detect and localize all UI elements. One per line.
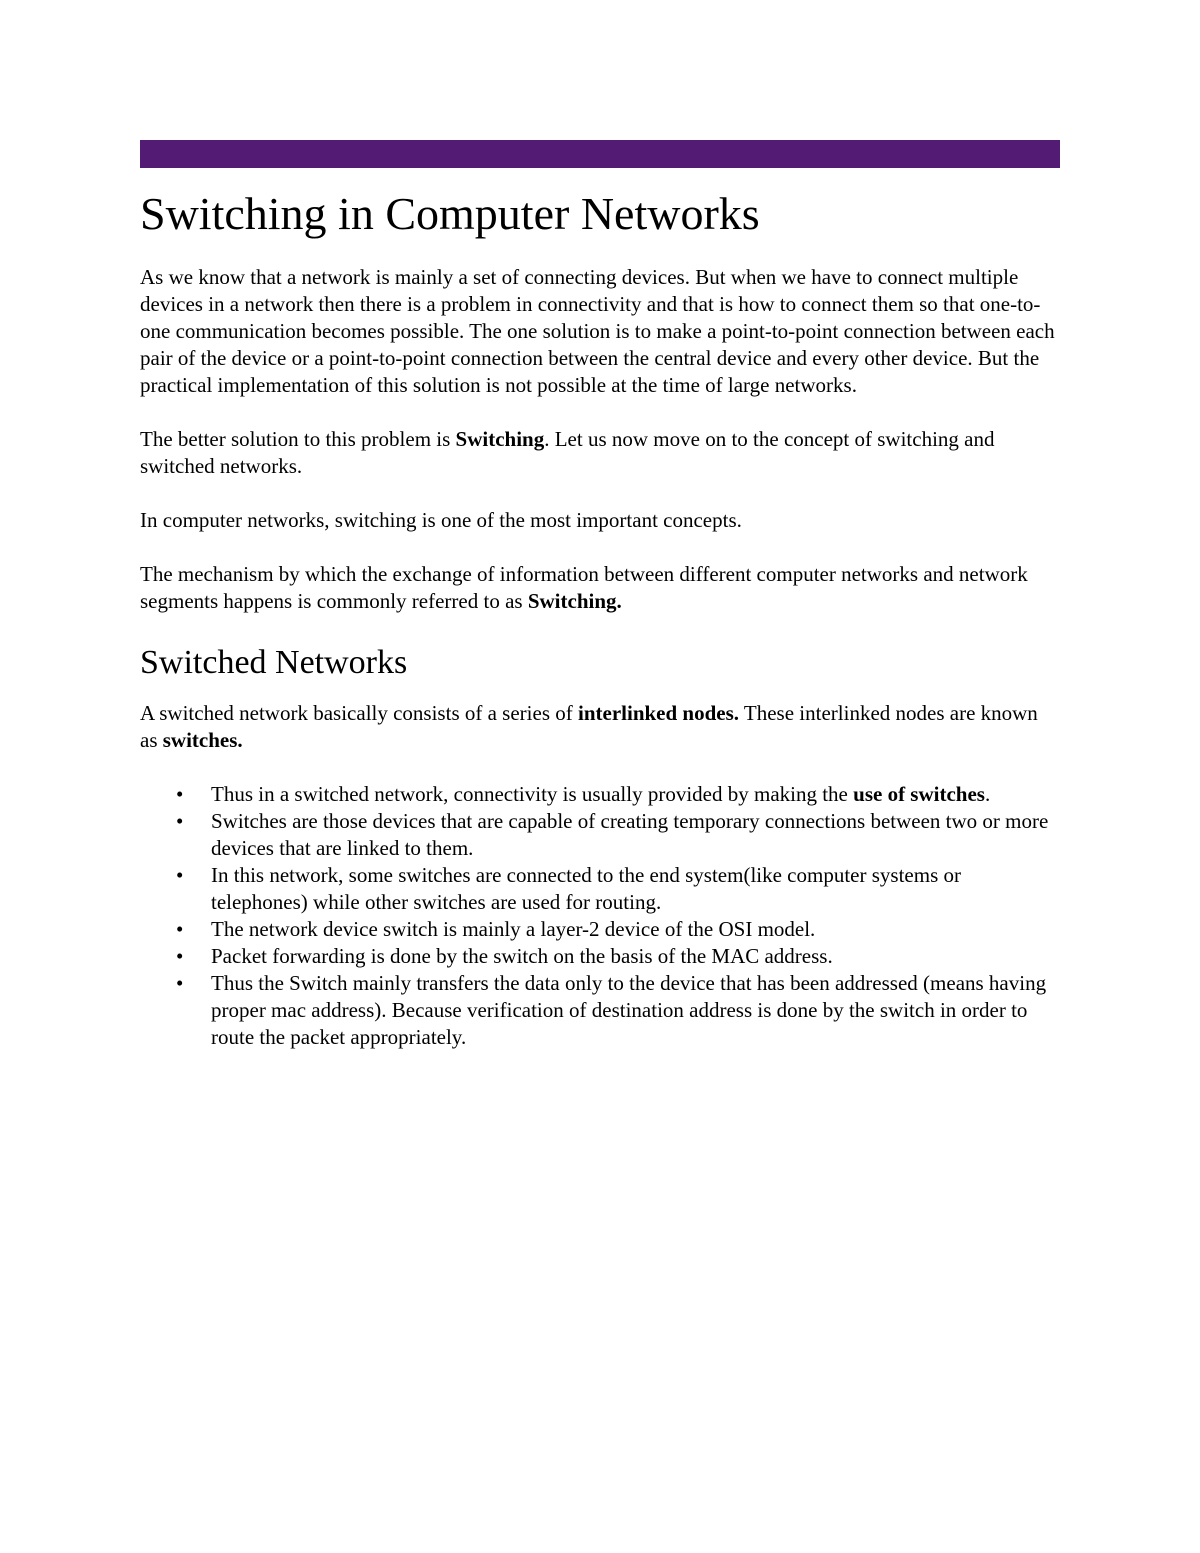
document-title: Switching in Computer Networks xyxy=(140,188,760,239)
switched-networks-text-2: These interlinked nodes are known as xyxy=(140,701,1038,752)
list-item xyxy=(140,808,1060,862)
bullet-icon: • xyxy=(176,917,184,941)
list-item-text: Switches are those devices that are capable of creating temporary connections between two or more devices that are linked to them. xyxy=(211,809,1049,860)
intro-paragraph-2-text: The better solution to this problem is xyxy=(140,427,456,451)
document-page xyxy=(140,140,1060,1051)
intro-paragraph-2-text-end: . Let us now move on to the concept of switching and switched networks. xyxy=(140,427,995,478)
bullet-icon: • xyxy=(176,782,184,806)
bullet-icon: • xyxy=(176,809,184,833)
intro-paragraph-2 xyxy=(140,426,1060,480)
switched-networks-paragraph xyxy=(140,700,1060,754)
list-item-text: Thus the Switch mainly transfers the data only to the device that has been addressed (means having proper mac address). Because verification of destination address is done by the switch in order to route the packet appropriately. xyxy=(211,971,1047,1049)
section-heading-switched-networks: Switched Networks xyxy=(140,644,408,681)
switching-bold: Switching xyxy=(455,427,545,451)
intro-paragraph-3: In computer networks, switching is one of the most important concepts. xyxy=(140,508,742,532)
list-item xyxy=(140,970,1060,1051)
list-item-text: Packet forwarding is done by the switch on the basis of the MAC address. xyxy=(211,944,833,968)
list-item-text: The network device switch is mainly a layer-2 device of the OSI model. xyxy=(211,917,816,941)
bullet-icon: • xyxy=(176,863,184,887)
list-item-text: Thus in a switched network, connectivity is usually provided by making the xyxy=(211,782,854,806)
interlinked-nodes-bold: interlinked nodes. xyxy=(578,701,740,725)
bullet-icon: • xyxy=(176,944,184,968)
accent-bar xyxy=(140,140,1060,168)
intro-paragraph-1: As we know that a network is mainly a set of connecting devices. But when we have to connect multiple devices in a network then there is a problem in connectivity and that is how to connect them so that one-to-one communication becomes possible. The one solution is to make a point-to-point connection between each pair of the device or a point-to-point connection between the central device and every other device. But the practical implementation of this solution is not possible at the time of large networks. xyxy=(140,265,1055,397)
list-item xyxy=(140,943,1060,970)
list-item-text-end: . xyxy=(984,782,991,806)
list-item-bold: use of switches xyxy=(853,782,985,806)
bullet-icon: • xyxy=(176,971,184,995)
list-item xyxy=(140,781,1060,808)
switched-networks-text-1: A switched network basically consists of a series of xyxy=(140,701,578,725)
intro-paragraph-4 xyxy=(140,561,1060,615)
list-item xyxy=(140,916,1060,943)
switched-networks-bullet-list xyxy=(140,781,1060,1051)
list-item xyxy=(140,862,1060,916)
switching-bold-definition: Switching. xyxy=(527,589,622,613)
list-item-text: In this network, some switches are connected to the end system(like computer systems or telephones) while other switches are used for routing. xyxy=(211,863,961,914)
intro-paragraph-4-text: The mechanism by which the exchange of information between different computer networks and network segments happens is commonly referred to as xyxy=(140,562,1028,613)
switches-bold: switches. xyxy=(162,728,243,752)
